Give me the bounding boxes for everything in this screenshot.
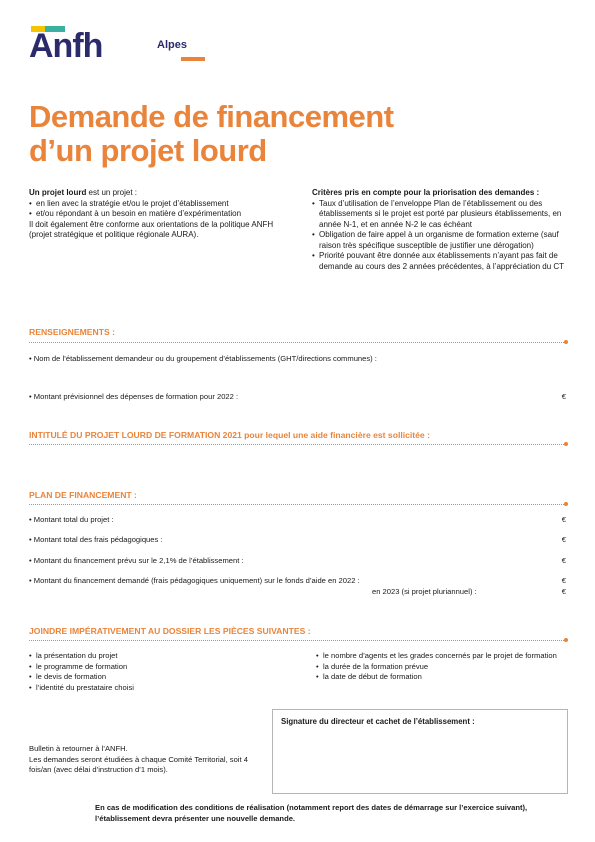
field-etablissement[interactable]	[29, 354, 566, 363]
pieces-left-list	[29, 651, 289, 693]
criteria-item: • Taux d’utilisation de l’enveloppe Plan de l’établissement ou des établissements si le projet est porté par plusieurs établissements, en année N-1, et en année N-2 le cas échéant	[312, 199, 572, 231]
field-frais-pedagogiques[interactable]	[29, 535, 566, 544]
section-renseignements: RENSEIGNEMENTS :	[29, 327, 115, 337]
intro-left	[29, 188, 279, 241]
title-line-2: d’un projet lourd	[29, 133, 267, 168]
section-rule-dot	[564, 340, 568, 344]
euro-sign: €	[561, 587, 566, 596]
intro-lead-bold: Un projet lourd	[29, 188, 87, 197]
criteria-item: • Obligation de faire appel à un organisme de formation externe (sauf raison très spécifique susceptible de justifier une dérogation)	[312, 230, 572, 251]
logo-brand: Anfh	[29, 27, 103, 65]
title-line-1: Demande de financement	[29, 99, 394, 134]
criteria-heading: Critères pris en compte pour la priorisation des demandes :	[312, 188, 540, 197]
logo-region: Alpes	[157, 39, 187, 51]
field-frais-pedagogiques-label: • Montant total des frais pédagogiques :	[29, 535, 163, 544]
field-financement-prevu[interactable]	[29, 556, 566, 565]
section-rule-dot	[564, 502, 568, 506]
intro-lead	[29, 188, 279, 199]
field-financement-2023-label: en 2023 (si projet pluriannuel) :	[372, 587, 477, 596]
field-etablissement-label: • Nom de l’établissement demandeur ou du groupement d’établissements (GHT/directions communes) :	[29, 354, 377, 363]
intro-lead-rest: est un projet :	[86, 188, 138, 197]
signature-label: Signature du directeur et cachet de l’établissement :	[281, 717, 475, 726]
section-intitule: INTITULÉ DU PROJET LOURD DE FORMATION 2021 pour lequel une aide financière est sollicitée :	[29, 430, 430, 440]
section-rule	[29, 342, 566, 343]
euro-sign: €	[561, 392, 566, 401]
criteria-item: • Priorité pouvant être donnée aux établissements n’ayant pas fait de demande au cours des 2 années précédentes, à l’appréciation du CT	[312, 251, 572, 272]
piece-item: • la présentation du projet	[29, 651, 289, 662]
footer-note: En cas de modification des conditions de réalisation (notamment report des dates de démarrage sur l’exercice suivant), l’établissement devra présenter une nouvelle demande.	[95, 803, 528, 823]
section-rule-dot	[564, 442, 568, 446]
euro-sign: €	[561, 535, 566, 544]
section-rule-dot	[564, 638, 568, 642]
criteria-block	[312, 188, 572, 272]
piece-item: • le nombre d’agents et les grades concernés par le projet de formation	[316, 651, 568, 662]
field-financement-demande-label: • Montant du financement demandé (frais pédagogiques uniquement) sur le fonds d’aide en 2022 :	[29, 576, 360, 585]
section-pieces: JOINDRE IMPÉRATIVEMENT AU DOSSIER LES PIÈCES SUIVANTES :	[29, 626, 311, 636]
logo-bar-orange	[181, 57, 205, 61]
euro-sign: €	[561, 576, 566, 585]
piece-item: • la durée de la formation prévue	[316, 662, 568, 673]
field-financement-demande[interactable]	[29, 576, 566, 585]
section-plan-financement: PLAN DE FINANCEMENT :	[29, 490, 137, 500]
page-title	[29, 100, 469, 168]
euro-sign: €	[561, 515, 566, 524]
anfh-logo	[29, 24, 199, 68]
return-note	[29, 744, 269, 776]
pieces-right-list	[316, 651, 568, 683]
intro-bullet: • et/ou répondant à un besoin en matière d’expérimentation	[29, 209, 279, 220]
return-line-2: Les demandes seront étudiées à chaque Comité Territorial, soit 4 fois/an (avec délai d’instruction d’1 mois).	[29, 754, 248, 774]
intro-bullet: • en lien avec la stratégie et/ou le projet d’établissement	[29, 199, 279, 210]
section-rule	[29, 444, 566, 445]
field-montant-previsionnel[interactable]	[29, 392, 566, 401]
field-montant-total-label: • Montant total du projet :	[29, 515, 114, 524]
field-montant-previsionnel-label: • Montant prévisionnel des dépenses de formation pour 2022 :	[29, 392, 239, 401]
field-montant-total[interactable]	[29, 515, 566, 524]
piece-item: • la date de début de formation	[316, 672, 568, 683]
piece-item: • le programme de formation	[29, 662, 289, 673]
euro-sign: €	[561, 556, 566, 565]
return-line-1: Bulletin à retourner à l’ANFH.	[29, 744, 128, 753]
field-financement-prevu-label: • Montant du financement prévu sur le 2,1% de l’établissement :	[29, 556, 244, 565]
signature-box[interactable]	[272, 709, 568, 794]
piece-item: • l’identité du prestataire choisi	[29, 683, 289, 694]
section-rule	[29, 640, 566, 641]
intro-para: Il doit également être conforme aux orientations de la politique ANFH (projet stratégique et politique régionale AURA).	[29, 219, 274, 239]
piece-item: • le devis de formation	[29, 672, 289, 683]
section-rule	[29, 504, 566, 505]
